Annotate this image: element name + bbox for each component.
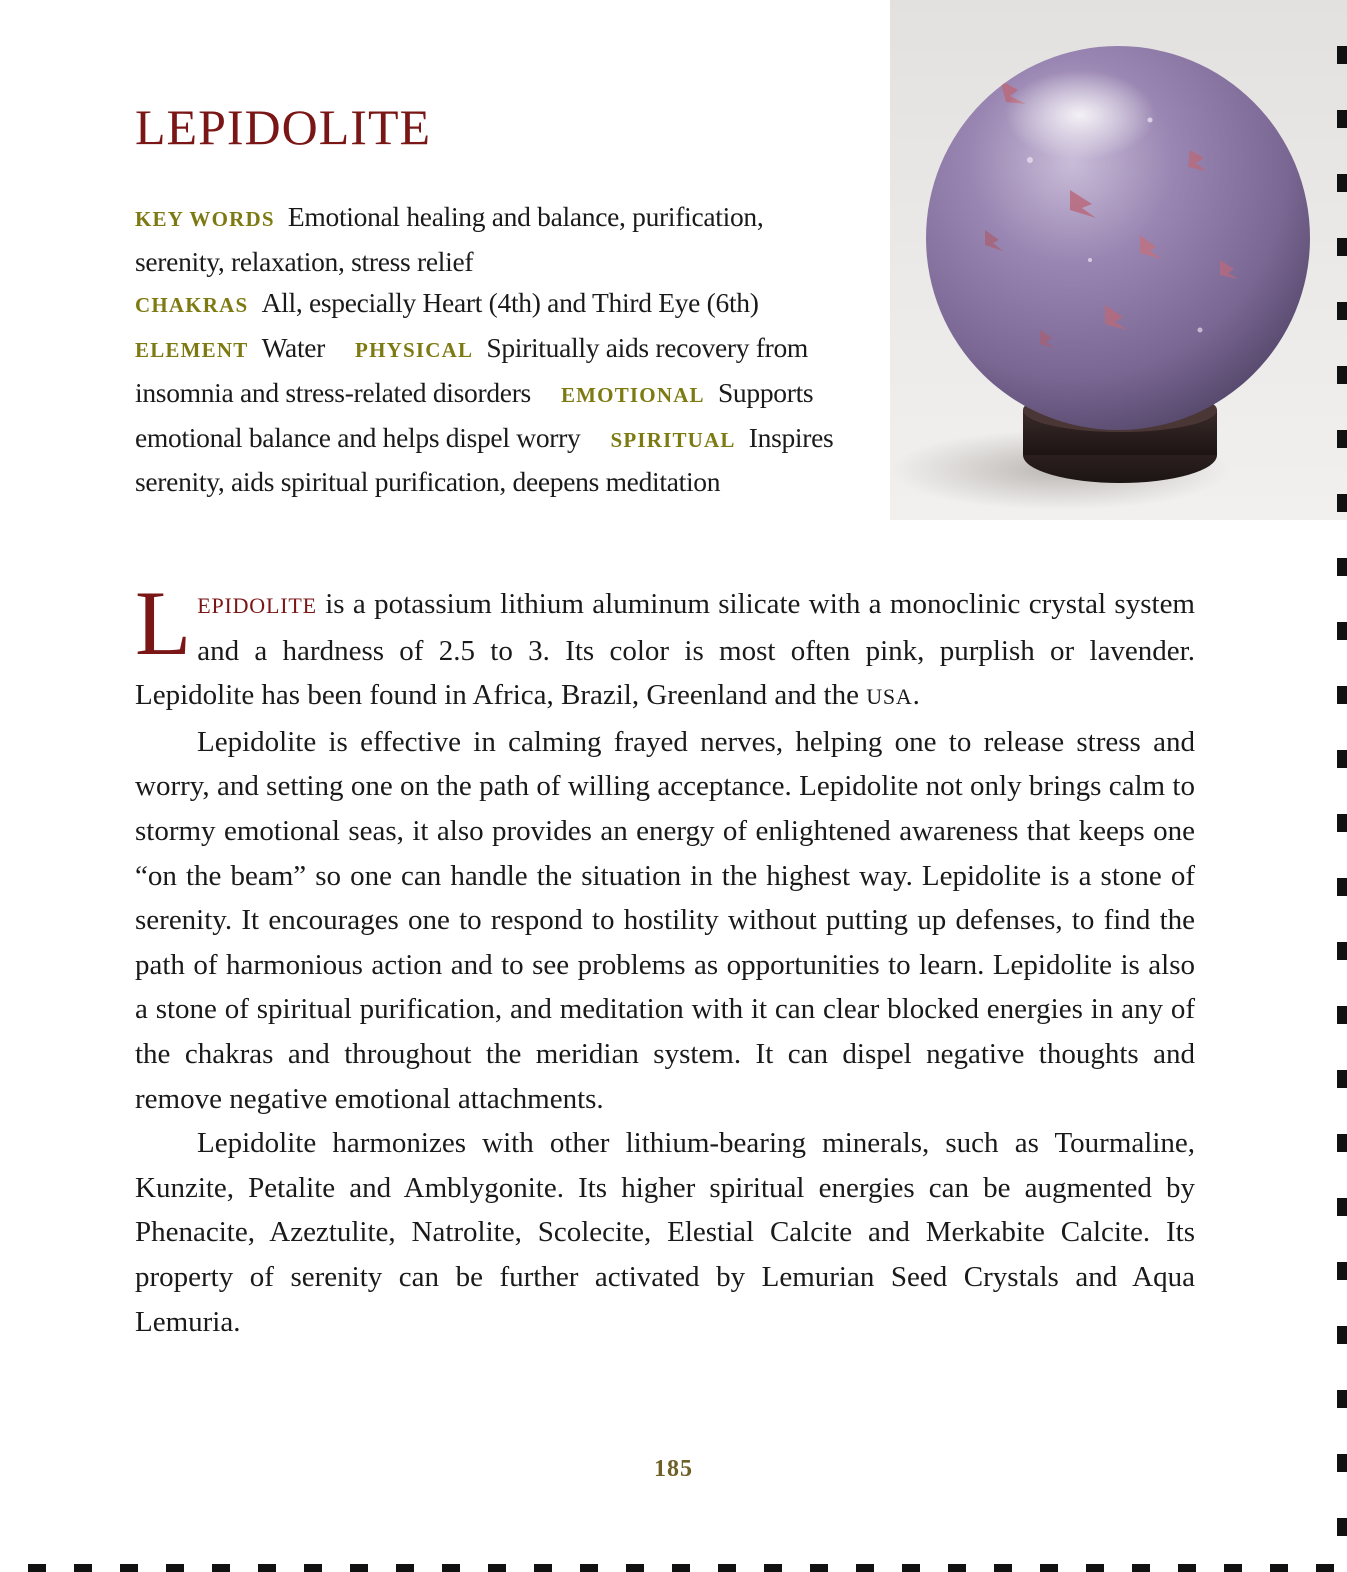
- element-label: ELEMENT: [135, 338, 249, 363]
- right-edge-marks: [1337, 0, 1347, 1572]
- usa-smallcaps: USA: [866, 684, 913, 710]
- description-body: [135, 572, 1195, 1344]
- paragraph-3: Lepidolite harmonizes with other lithium-bearing minerals, such as Tourmaline, Kunzite, Petalite and Amblygonite. Its higher spiritual energies can be augmented by Phenacite, Azeztulite, Natrolite, Scolecite, Elestial Calcite and Merkabite Calcite. Its property of serenity can be further activated by Lemurian Seed Crystals and Aqua Lemuria.: [135, 1127, 1195, 1338]
- paragraph-2: Lepidolite is effective in calming frayed nerves, helping one to release stress and worry, and setting one on the path of willing acceptance. Lepidolite not only brings calm to stormy emotional seas, it also provides an energy of enlightened awareness that keeps one “on the beam” so one can handle the situation in the highest way. Lepidolite is a stone of serenity. It encourages one to respond to hostility without putting up defenses, to find the path of harmonious action and to see problems as opportunities to learn. Lepidolite is also a stone of spiritual purification, and meditation with it can clear blocked energies in any of the chakras and throughout the meridian system. It can dispel negative thoughts and remove negative emotional attachments.: [135, 725, 1195, 1115]
- physical-text: Spiritually aids recovery from insomnia and stress-related disorders: [135, 332, 808, 408]
- bottom-edge-marks: [0, 1564, 1347, 1572]
- element-text: Water: [261, 332, 326, 364]
- properties-summary: [135, 196, 835, 503]
- keywords-label: KEY WORDS: [135, 207, 275, 231]
- spiritual-text: Inspires serenity, aids spiritual purification, deepens meditation: [135, 421, 834, 498]
- paragraph-1: [135, 572, 1195, 720]
- emotional-label: EMOTIONAL: [560, 382, 705, 407]
- paragraph-1-text: is a potassium lithium aluminum silicate with a monoclinic crystal system and a hardness of 2.5 to 3. Its color is most often pink, purplish or lavender. Lepidolite has been found in Africa, Brazil, Greenland and the: [135, 588, 1195, 712]
- sphere-illustration: [890, 0, 1347, 520]
- lepidolite-sphere-photo: [890, 0, 1347, 520]
- drop-cap: L: [135, 572, 192, 674]
- sphere-highlight: [1005, 70, 1155, 160]
- chakras-text: All, especially Heart (4th) and Third Eye (6th): [261, 287, 759, 319]
- spiritual-label: SPIRITUAL: [610, 427, 736, 452]
- page-number: 185: [654, 1456, 693, 1482]
- keywords-text: Emotional healing and balance, purification, serenity, relaxation, stress relief: [135, 201, 764, 277]
- physical-label: PHYSICAL: [355, 338, 474, 363]
- emotional-text: Supports emotional balance and helps dispel worry: [135, 376, 814, 453]
- paragraph-1-end: .: [912, 679, 920, 712]
- lead-smallcaps: EPIDOLITE: [197, 593, 317, 618]
- chakras-label: CHAKRAS: [135, 293, 249, 318]
- page-title: LEPIDOLITE: [135, 99, 432, 155]
